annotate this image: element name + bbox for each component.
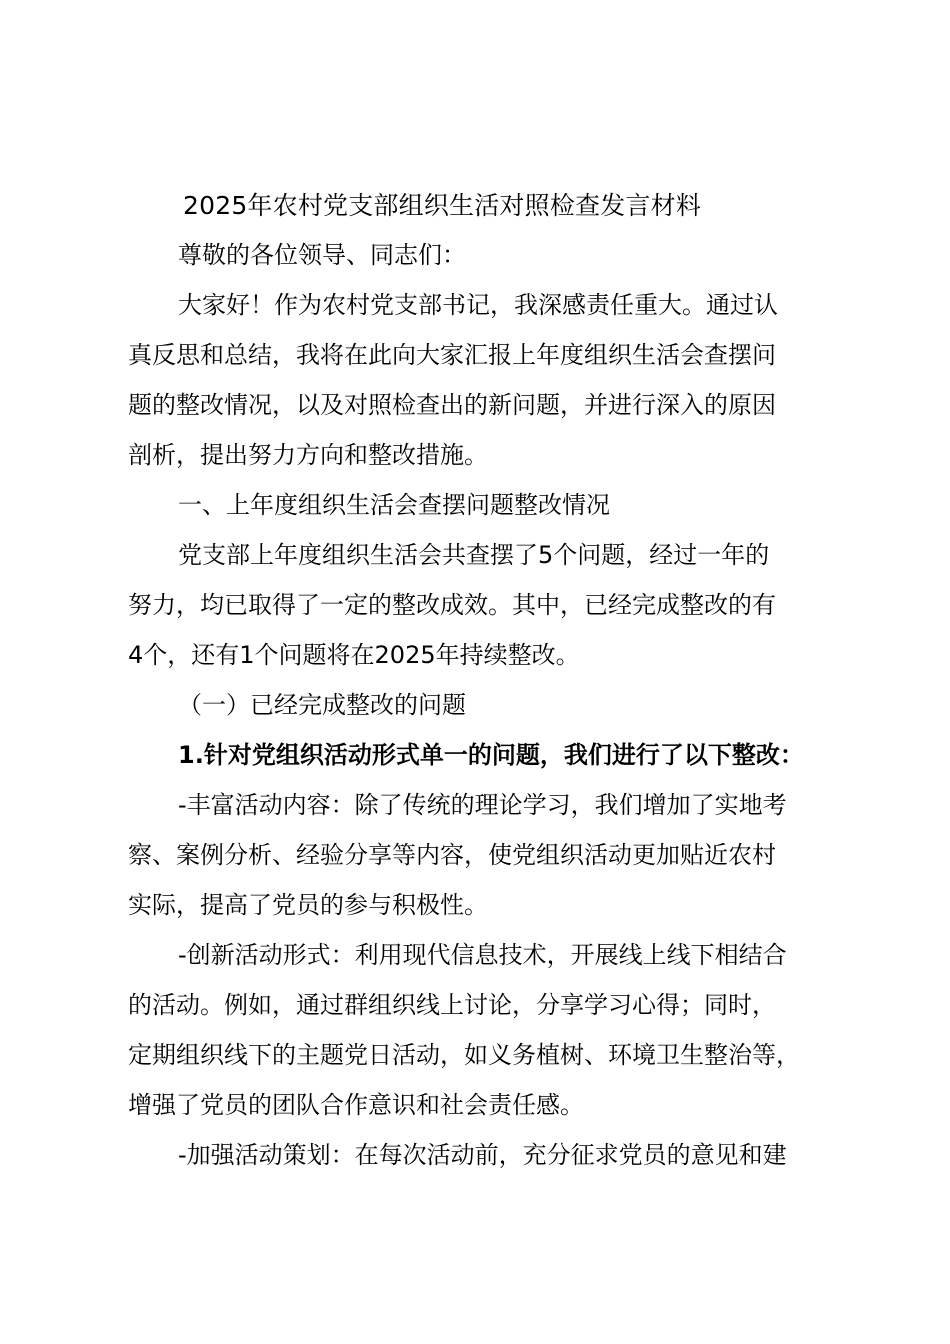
paragraph-line: -加强活动策划：在每次活动前，充分征求党员的意见和建 <box>178 1141 787 1169</box>
paragraph-line: 大家好！作为农村党支部书记，我深感责任重大。通过认 <box>178 291 778 319</box>
paragraph-line: 增强了党员的团队合作意识和社会责任感。 <box>128 1091 584 1119</box>
paragraph-line: -丰富活动内容：除了传统的理论学习，我们增加了实地考 <box>178 791 787 819</box>
section-heading: 一、上年度组织生活会查摆问题整改情况 <box>178 491 610 519</box>
item-heading: 1.针对党组织活动形式单一的问题，我们进行了以下整改： <box>178 741 804 769</box>
subsection-heading: （一）已经完成整改的问题 <box>178 691 466 719</box>
document-title: 2025年农村党支部组织生活对照检查发言材料 <box>183 191 702 220</box>
paragraph-line: 定期组织线下的主题党日活动，如义务植树、环境卫生整治等， <box>128 1041 800 1069</box>
paragraph-line: 4个，还有1个问题将在2025年持续整改。 <box>128 641 580 669</box>
paragraph-line: 察、案例分析、经验分享等内容，使党组织活动更加贴近农村 <box>128 841 776 869</box>
paragraph-line: -创新活动形式：利用现代信息技术，开展线上线下相结合 <box>178 941 787 969</box>
paragraph-line: 剖析，提出努力方向和整改措施。 <box>128 441 488 469</box>
paragraph-line: 党支部上年度组织生活会共查摆了5个问题，经过一年的 <box>178 541 770 569</box>
salutation: 尊敬的各位领导、同志们： <box>178 241 466 269</box>
paragraph-line: 题的整改情况，以及对照检查出的新问题，并进行深入的原因 <box>128 391 776 419</box>
paragraph-line: 努力，均已取得了一定的整改成效。其中，已经完成整改的有 <box>128 591 776 619</box>
paragraph-line: 真反思和总结，我将在此向大家汇报上年度组织生活会查摆问 <box>128 341 776 369</box>
paragraph-line: 实际，提高了党员的参与积极性。 <box>128 891 488 919</box>
paragraph-line: 的活动。例如，通过群组织线上讨论，分享学习心得；同时， <box>128 991 776 1019</box>
